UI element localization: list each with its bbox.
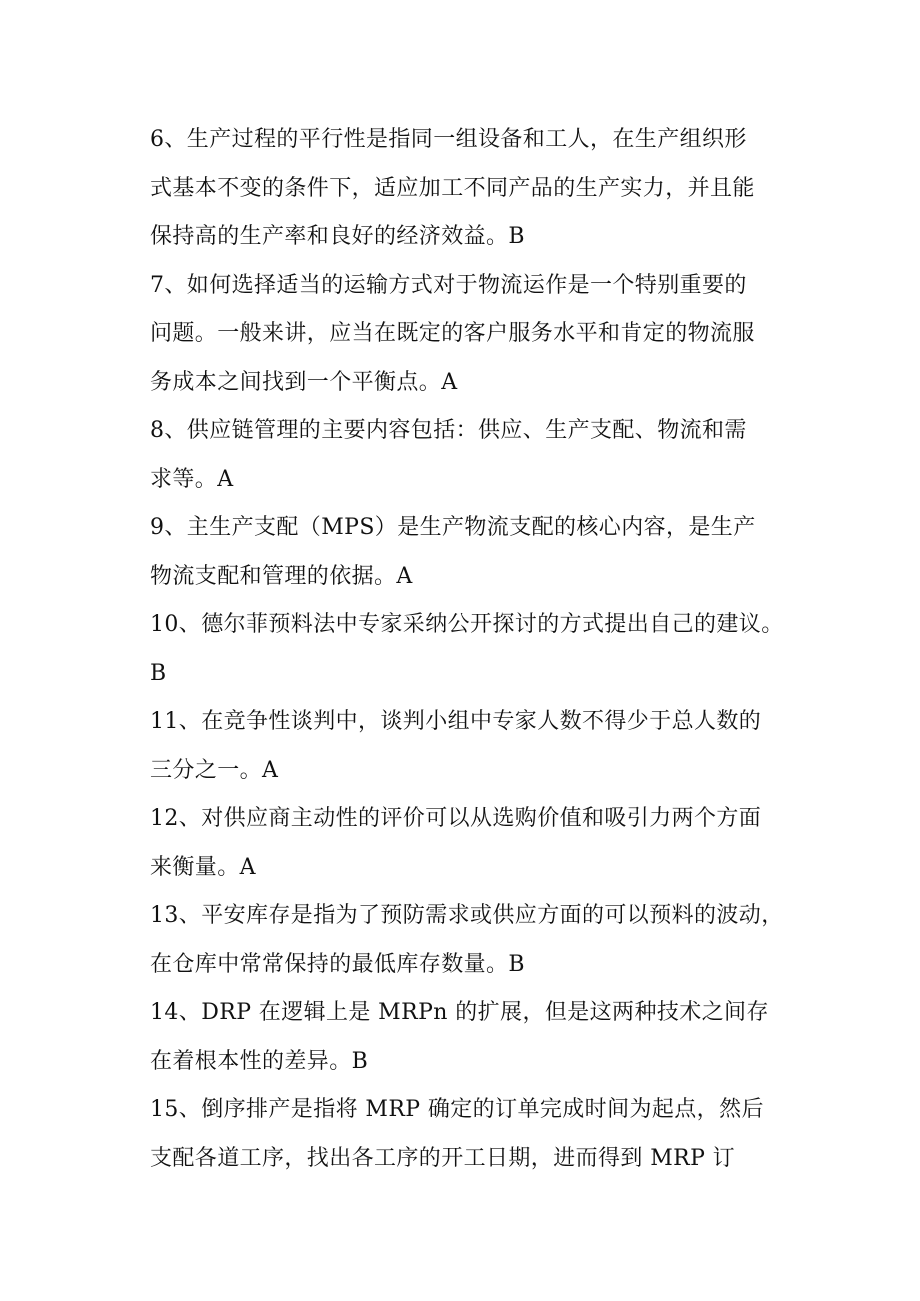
document-body: [150, 116, 790, 1183]
text-line-18: 在仓库中常常保持的最低库存数量。B: [150, 951, 525, 977]
text-line-9: 9、主生产支配（MPS）是生产物流支配的核心内容，是生产: [150, 515, 756, 540]
text-line-8: 求等。A: [150, 466, 234, 492]
text-line-15: 12、对供应商主动性的评价可以从选购价值和吸引力两个方面: [150, 806, 762, 831]
text-line-10: 物流支配和管理的依据。A: [150, 563, 413, 589]
text-line-1: 6、生产过程的平行性是指同一组设备和工人，在生产组织形: [150, 127, 747, 152]
text-line-22: 支配各道工序，找出各工序的开工日期，进而得到 MRP 订: [150, 1145, 736, 1171]
text-line-6: 务成本之间找到一个平衡点。A: [150, 369, 458, 395]
text-line-11: 10、德尔菲预料法中专家采纳公开探讨的方式提出自己的建议。: [150, 612, 784, 637]
text-line-16: 来衡量。A: [150, 854, 256, 880]
text-line-20: 在着根本性的差异。B: [150, 1048, 369, 1074]
text-line-5: 问题。一般来讲，应当在既定的客户服务水平和肯定的物流服: [150, 321, 755, 346]
text-line-17: 13、平安库存是指为了预防需求或供应方面的可以预料的波动，: [150, 903, 784, 928]
text-line-13: 11、在竞争性谈判中，谈判小组中专家人数不得少于总人数的: [150, 709, 762, 734]
text-line-12: B: [150, 660, 167, 686]
text-line-19: 14、DRP 在逻辑上是 MRPn 的扩展，但是这两种技术之间存: [150, 1000, 769, 1025]
text-line-14: 三分之一。A: [150, 757, 279, 783]
text-line-3: 保持高的生产率和良好的经济效益。B: [150, 224, 525, 249]
text-line-21: 15、倒序排产是指将 MRP 确定的订单完成时间为起点，然后: [150, 1097, 764, 1122]
text-line-2: 式基本不变的条件下，适应加工不同产品的生产实力，并且能: [150, 175, 755, 201]
text-line-7: 8、供应链管理的主要内容包括：供应、生产支配、物流和需: [150, 418, 747, 443]
text-line-4: 7、如何选择适当的运输方式对于物流运作是一个特别重要的: [150, 272, 747, 298]
